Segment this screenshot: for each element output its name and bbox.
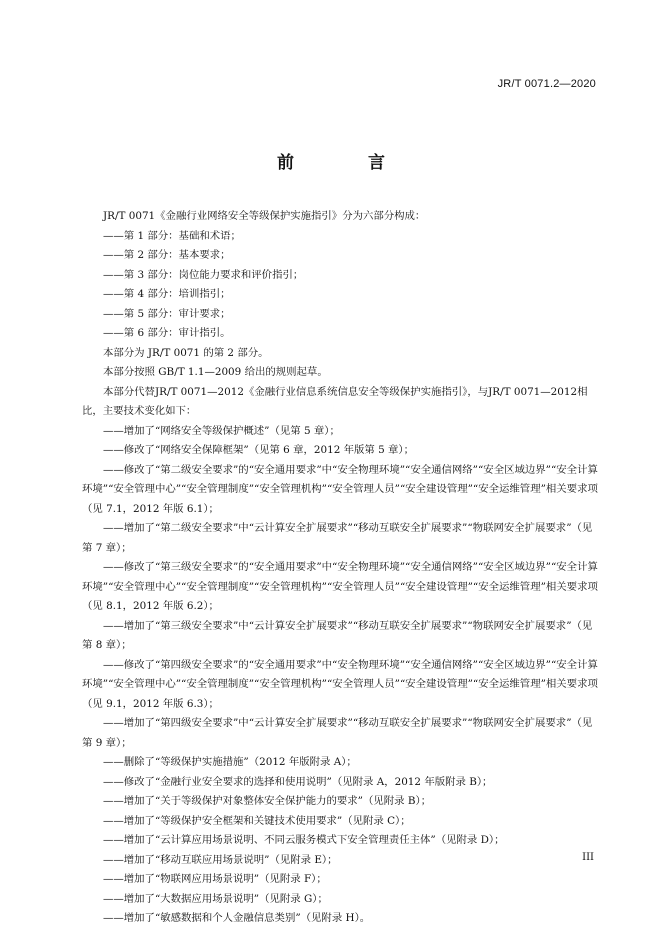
part-item: ——第 4 部分：培训指引；	[103, 288, 231, 300]
change-item: ——增加了“敏感数据和个人金融信息类别”（见附录 H）。	[103, 912, 371, 924]
change-item: ——增加了“关于等级保护对象整体安全保护能力的要求”（见附录 B）；	[103, 795, 432, 807]
change-item: ——删除了“等级保护实施措施”（2012 年版附录 A）；	[103, 756, 357, 768]
change-item: ——修改了“金融行业安全要求的选择和使用说明”（见附录 A，2012 年版附录 B）；	[103, 775, 493, 788]
change-item: ——修改了“第二级安全要求”的“安全通用要求”中“安全物理环境”“安全通信网络”“安全区域边界”“安全计算环境”“安全管理中心”“安全管理制度”“安全管理机构”“安全管理人员”“安全建设管理”“安全运维管理”相关要求项（见 7.1，2012 年版 6.1）；	[82, 463, 598, 515]
change-item: ——增加了“第二级安全要求”中“云计算安全扩展要求”“移动互联安全扩展要求”“物联网安全扩展要求”（见第 7 章）；	[82, 522, 593, 554]
foreword-body	[82, 207, 600, 929]
change-item: ——增加了“第三级安全要求”中“云计算安全扩展要求”“移动互联安全扩展要求”“物联网安全扩展要求”（见第 8 章）；	[82, 619, 593, 651]
page-number: III	[582, 852, 594, 863]
change-item: ——增加了“网络安全等级保护概述”（见第 5 章）；	[103, 424, 340, 437]
note-paragraph: 本部分代替JR/T 0071—2012《金融行业信息系统信息安全等级保护实施指引》，与JR/T 0071—2012相比，主要技术变化如下：	[82, 385, 588, 417]
part-item: ——第 3 部分：岗位能力要求和评价指引；	[103, 268, 304, 281]
standard-code: JR/T 0071.2—2020	[497, 78, 596, 90]
change-item: ——修改了“网络安全保障框架”（见第 6 章，2012 年版第 5 章）；	[103, 444, 414, 456]
page-title: 前 言	[277, 153, 419, 173]
part-item: ——第 6 部分：审计指引。	[103, 327, 231, 339]
change-item: ——修改了“第四级安全要求”的“安全通用要求”中“安全物理环境”“安全通信网络”“安全区域边界”“安全计算环境”“安全管理中心”“安全管理制度”“安全管理机构”“安全管理人员”“安全建设管理”“安全运维管理”相关要求项（见 9.1，2012 年版 6.3）；	[82, 658, 598, 710]
part-item: ——第 1 部分：基础和术语；	[103, 229, 241, 242]
change-item: ——增加了“移动互联应用场景说明”（见附录 E）；	[103, 853, 338, 866]
change-item: ——修改了“第三级安全要求”的“安全通用要求”中“安全物理环境”“安全通信网络”“安全区域边界”“安全计算环境”“安全管理中心”“安全管理制度”“安全管理机构”“安全管理人员”“安全建设管理”“安全运维管理”相关要求项（见 8.1，2012 年版 6.2）；	[82, 561, 598, 612]
part-item: ——第 2 部分：基本要求；	[103, 249, 231, 261]
change-item: ——增加了“云计算应用场景说明、不同云服务模式下安全管理责任主体”（见附录 D）；	[103, 834, 505, 846]
note-paragraph: 本部分为 JR/T 0071 的第 2 部分。	[103, 346, 269, 359]
change-item: ——增加了“物联网应用场景说明”（见附录 F）；	[103, 873, 327, 885]
note-paragraph: 本部分按照 GB/T 1.1—2009 给出的规则起草。	[103, 366, 328, 378]
part-item: ——第 5 部分：审计要求；	[103, 307, 231, 320]
change-item: ——增加了“等级保护安全框架和关键技术使用要求”（见附录 C）；	[103, 814, 411, 827]
intro-paragraph: JR/T 0071《金融行业网络安全等级保护实施指引》分为六部分构成：	[103, 210, 426, 222]
change-item: ——增加了“第四级安全要求”中“云计算安全扩展要求”“移动互联安全扩展要求”“物联网安全扩展要求”（见第 9 章）；	[82, 717, 593, 749]
change-item: ——增加了“大数据应用场景说明”（见附录 G）；	[103, 892, 328, 905]
